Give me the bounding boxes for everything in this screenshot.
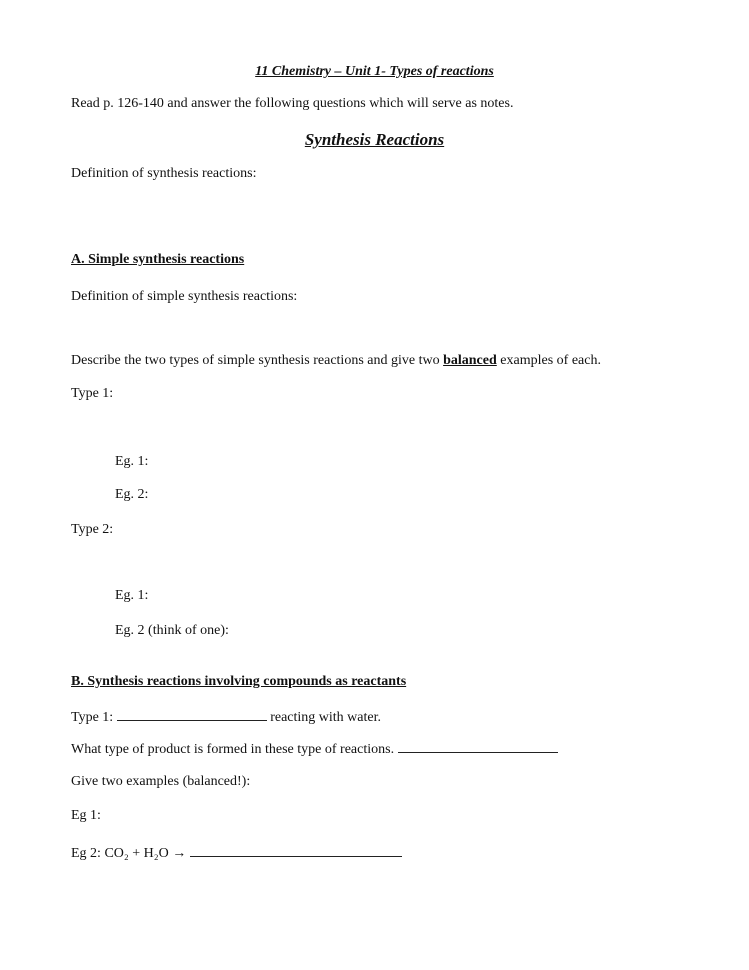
balanced-emphasis: balanced xyxy=(443,353,497,368)
answer-blank xyxy=(398,740,558,753)
section-a-heading: A. Simple synthesis reactions xyxy=(71,252,245,267)
section-b-eg1: Eg 1: xyxy=(71,808,101,823)
product-question-text: What type of product is formed in these type of reactions. xyxy=(71,742,395,757)
type2-eg1: Eg. 1: xyxy=(115,588,149,603)
answer-blank xyxy=(117,708,267,721)
describe-text-end: examples of each. xyxy=(496,353,601,368)
type1-label-b: Type 1: xyxy=(71,710,114,725)
examples-prompt: Give two examples (balanced!): xyxy=(71,774,251,789)
section-heading xyxy=(0,130,749,150)
answer-blank xyxy=(190,844,402,857)
type1-label: Type 1: xyxy=(71,386,114,401)
definition-prompt: Definition of synthesis reactions: xyxy=(71,166,257,181)
type2-eg2: Eg. 2 (think of one): xyxy=(115,623,229,638)
reading-instructions: Read p. 126-140 and answer the following questions which will serve as notes. xyxy=(71,96,514,111)
describe-prompt xyxy=(71,353,601,369)
type1-eg1: Eg. 1: xyxy=(115,454,149,469)
product-question xyxy=(71,740,558,758)
type2-label: Type 2: xyxy=(71,522,114,537)
eg2-equation: Eg 2: CO₂ + H₂O → xyxy=(71,846,187,861)
type1-after: reacting with water. xyxy=(270,710,381,725)
document-title-text: 11 Chemistry – Unit 1- Types of reactions xyxy=(255,64,494,79)
section-b-heading: B. Synthesis reactions involving compounds as reactants xyxy=(71,674,407,689)
section-b-eg2 xyxy=(71,844,402,862)
type1-eg2: Eg. 2: xyxy=(115,487,149,502)
describe-text: Describe the two types of simple synthesis reactions and give two xyxy=(71,353,444,368)
section-b-type1 xyxy=(71,708,381,726)
section-heading-text: Synthesis Reactions xyxy=(304,130,445,149)
simple-definition-prompt: Definition of simple synthesis reactions: xyxy=(71,289,298,304)
document-title xyxy=(0,64,749,80)
